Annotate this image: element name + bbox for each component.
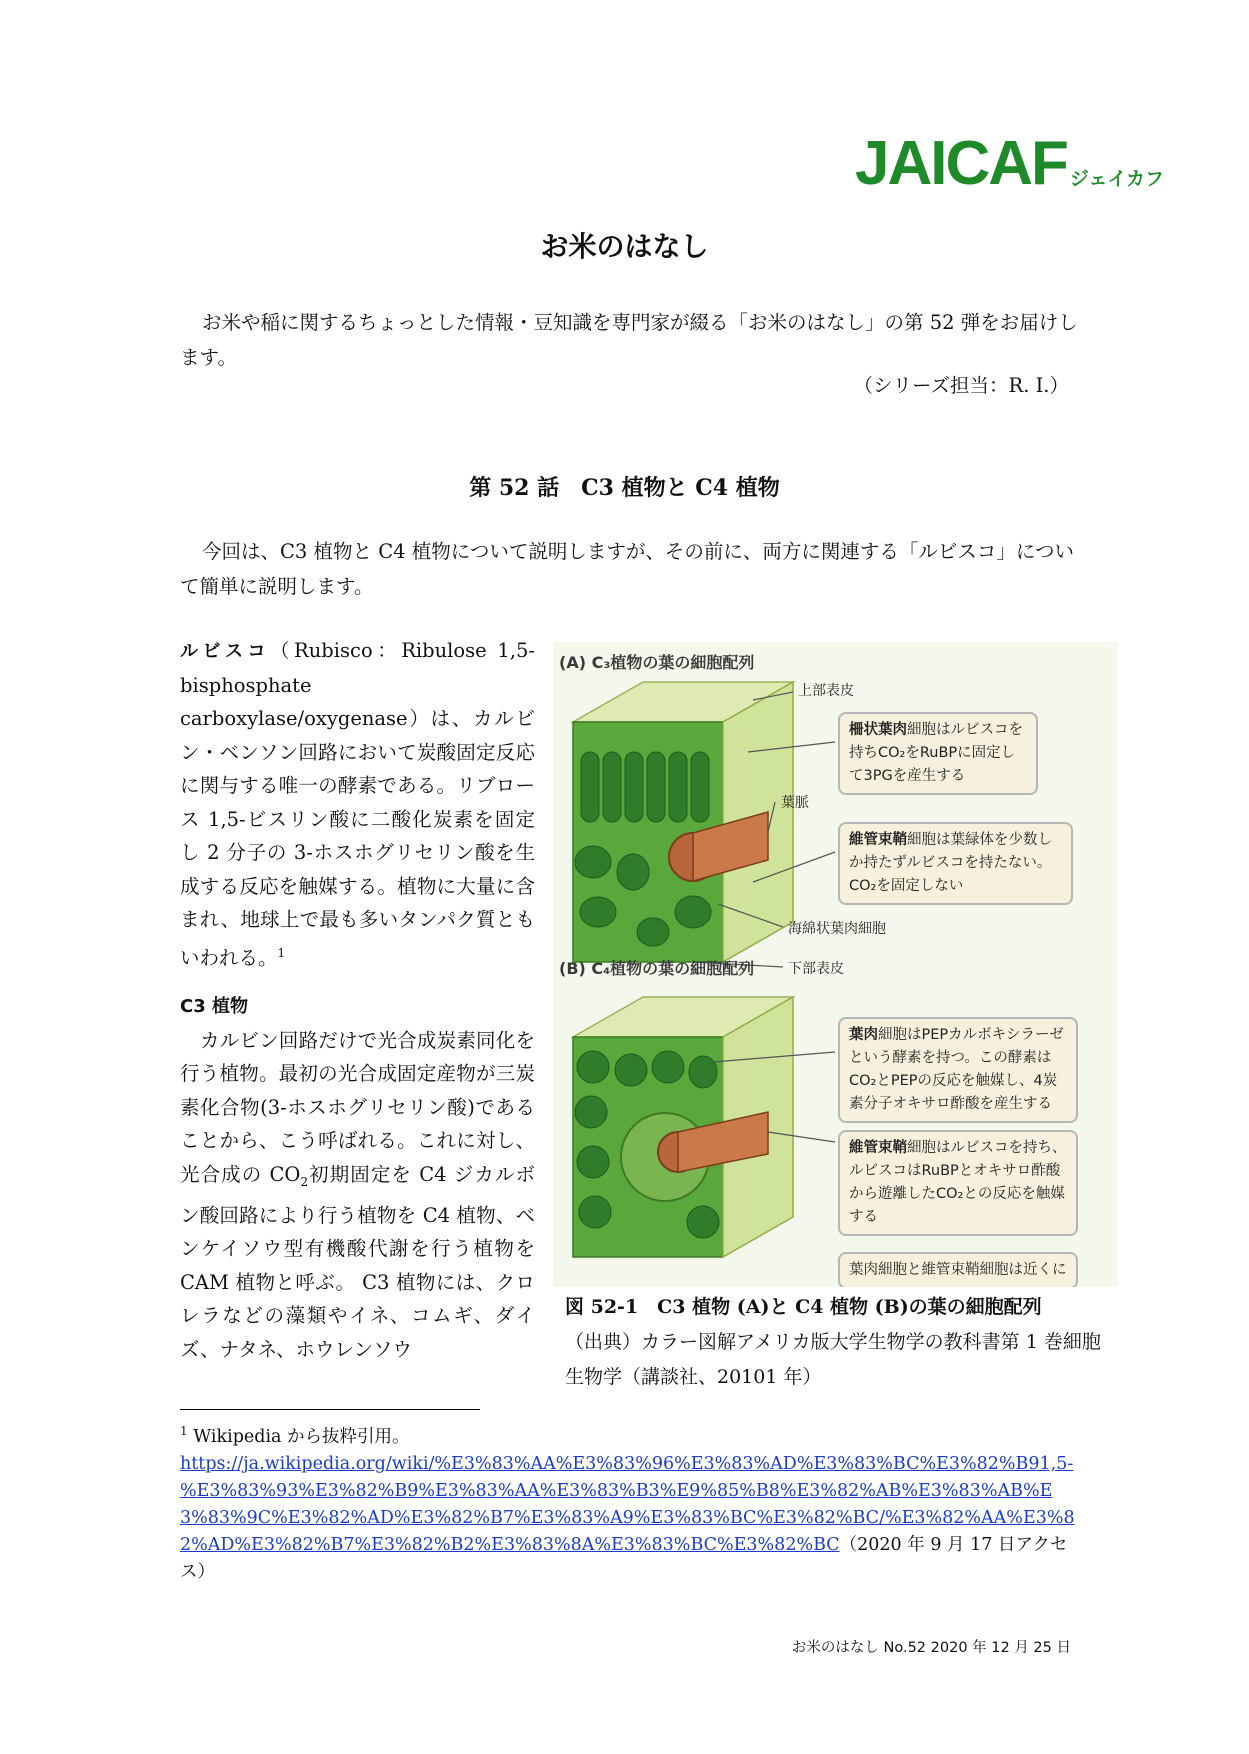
callout-b1-text: 細胞はPEPカルボキシラーゼという酵素を持つ。この酵素はCO₂とPEPの反応を触媒し、4炭素分子オキサロ酢酸を産生する	[849, 1027, 1064, 1112]
footnote-ref[interactable]: 1	[277, 945, 286, 960]
c3-heading: C3 植物	[180, 996, 249, 1017]
footnote-text: Wikipedia から抜粋引用。	[193, 1426, 410, 1447]
callout-b2-bold: 維管束鞘	[849, 1140, 907, 1156]
footnote-mark: 1	[180, 1424, 188, 1438]
callout-bundle-sheath-c3	[838, 822, 1073, 905]
figure-caption	[565, 1290, 1105, 1395]
logo-main-text: JAICAF	[855, 129, 1067, 198]
rubisco-body: （Rubisco：Ribulose 1,5-bisphosphate carboxylase/oxygenase）は、カルビン・ベンソン回路において炭酸固定反応に関与する唯一の酵素である。リブロース 1,5-ビスリン酸に二酸化炭素を固定し 2 分子の 3-ホスホグリセリン酸を生成する反応を触媒する。植物に大量に含まれ、地球上で最も多いタンパク質ともいわれる。	[180, 639, 535, 969]
footnote-access-date: （2020 年 9 月 17 日アクセス）	[180, 1534, 1068, 1582]
c3-body-part-b: 初期固定を C4 ジカルボン酸回路により行う植物を C4 植物、ベンケイソウ型有機酸代謝を行う植物を CAM 植物と呼ぶ。 C3 植物には、クロレラなどの藻類やイネ、コムギ、ダイズ、ナタネ、ホウレンソウ	[180, 1162, 536, 1361]
lead-paragraph: 今回は、C3 植物と C4 植物について説明しますが、その前に、両方に関連する「ルビスコ」について簡単に説明します。	[180, 540, 1074, 598]
label-spongy-mesophyll: 海綿状葉肉細胞	[788, 921, 886, 937]
footnote-divider	[180, 1409, 480, 1410]
page-footer: お米のはなし No.52 2020 年 12 月 25 日	[791, 1640, 1071, 1656]
series-author: （シリーズ担当：R. I.）	[853, 374, 1069, 397]
callout-cut-off: 葉肉細胞と維管束鞘細胞は近くに	[838, 1252, 1078, 1287]
rubisco-term: ルビスコ	[180, 641, 271, 662]
callout-a1-text: 細胞はルビスコを持ちCO₂をRuBPに固定して3PGを産生する	[849, 722, 1023, 784]
logo-sub-text: ジェイカフ	[1069, 168, 1164, 190]
callout-bundle-sheath-c4	[838, 1130, 1078, 1236]
caption-title: 図 52-1 C3 植物 (A)と C4 植物 (B)の葉の細胞配列	[565, 1296, 1042, 1318]
callout-a2-bold: 維管束鞘	[849, 832, 907, 848]
callout-mesophyll-c4	[838, 1017, 1078, 1123]
footnote	[180, 1418, 1080, 1586]
label-lower-epidermis: 下部表皮	[788, 961, 844, 977]
co2-subscript: 2	[300, 1174, 309, 1189]
jaicaf-logo	[855, 129, 1164, 198]
callout-a1-bold: 柵状葉肉	[849, 722, 907, 738]
episode-heading: 第 52 話 C3 植物と C4 植物	[469, 475, 780, 501]
intro-paragraph: お米や稲に関するちょっとした情報・豆知識を専門家が綴る「お米のはなし」の第 52 弾をお届けします。	[180, 311, 1078, 369]
panel-a-title: (A) C₃植物の葉の細胞配列	[559, 653, 755, 672]
rubisco-section	[180, 634, 535, 975]
c3-body	[180, 1024, 535, 1367]
c3-body-part-a: カルビン回路だけで光合成炭素同化を行う植物。最初の光合成固定産物が三炭素化合物(3-ホスホグリセリン酸)であることから、こう呼ばれる。これに対し、光合成の CO	[180, 1028, 535, 1186]
callout-a2-text: 細胞は葉緑体を少数しか持たずルビスコを持たない。CO₂を固定しない	[849, 832, 1052, 894]
footnote-link[interactable]: https://ja.wikipedia.org/wiki/%E3%83%AA%E3%83%96%E3%83%AD%E3%83%BC%E3%82%B91,5-%E3%83%93%E3%82%B9%E3%83%AA%E3%83%B3%E9%85%B8%E3%82%AB%E3%83%AB%E3%83%9C%E3%82%AD%E3%82%B7%E3%83%A9%E3%83%BC%E3%82%BC/%E3%82%AA%E3%82%AD%E3%82%B7%E3%82%B2%E3%83%8A%E3%83%BC%E3%82%BC	[180, 1453, 1075, 1555]
leaf-cell-figure	[553, 642, 1118, 1287]
callout-b1-bold: 葉肉	[849, 1027, 878, 1043]
label-vein: 葉脈	[781, 795, 809, 811]
callout-palisade	[838, 712, 1038, 795]
callout-b2-text: 細胞はルビスコを持ち、ルビスコはRuBPとオキサロ酢酸から遊離したCO₂との反応を触媒する	[849, 1140, 1067, 1225]
caption-source: （出典）カラー図解アメリカ版大学生物学の教科書第 1 巻細胞生物学（講談社、20101 年）	[565, 1331, 1101, 1388]
page-title: お米のはなし	[540, 230, 709, 263]
label-upper-epidermis: 上部表皮	[798, 683, 854, 699]
panel-b-title: (B) C₄植物の葉の細胞配列	[559, 959, 755, 978]
c3-section	[180, 990, 535, 1366]
